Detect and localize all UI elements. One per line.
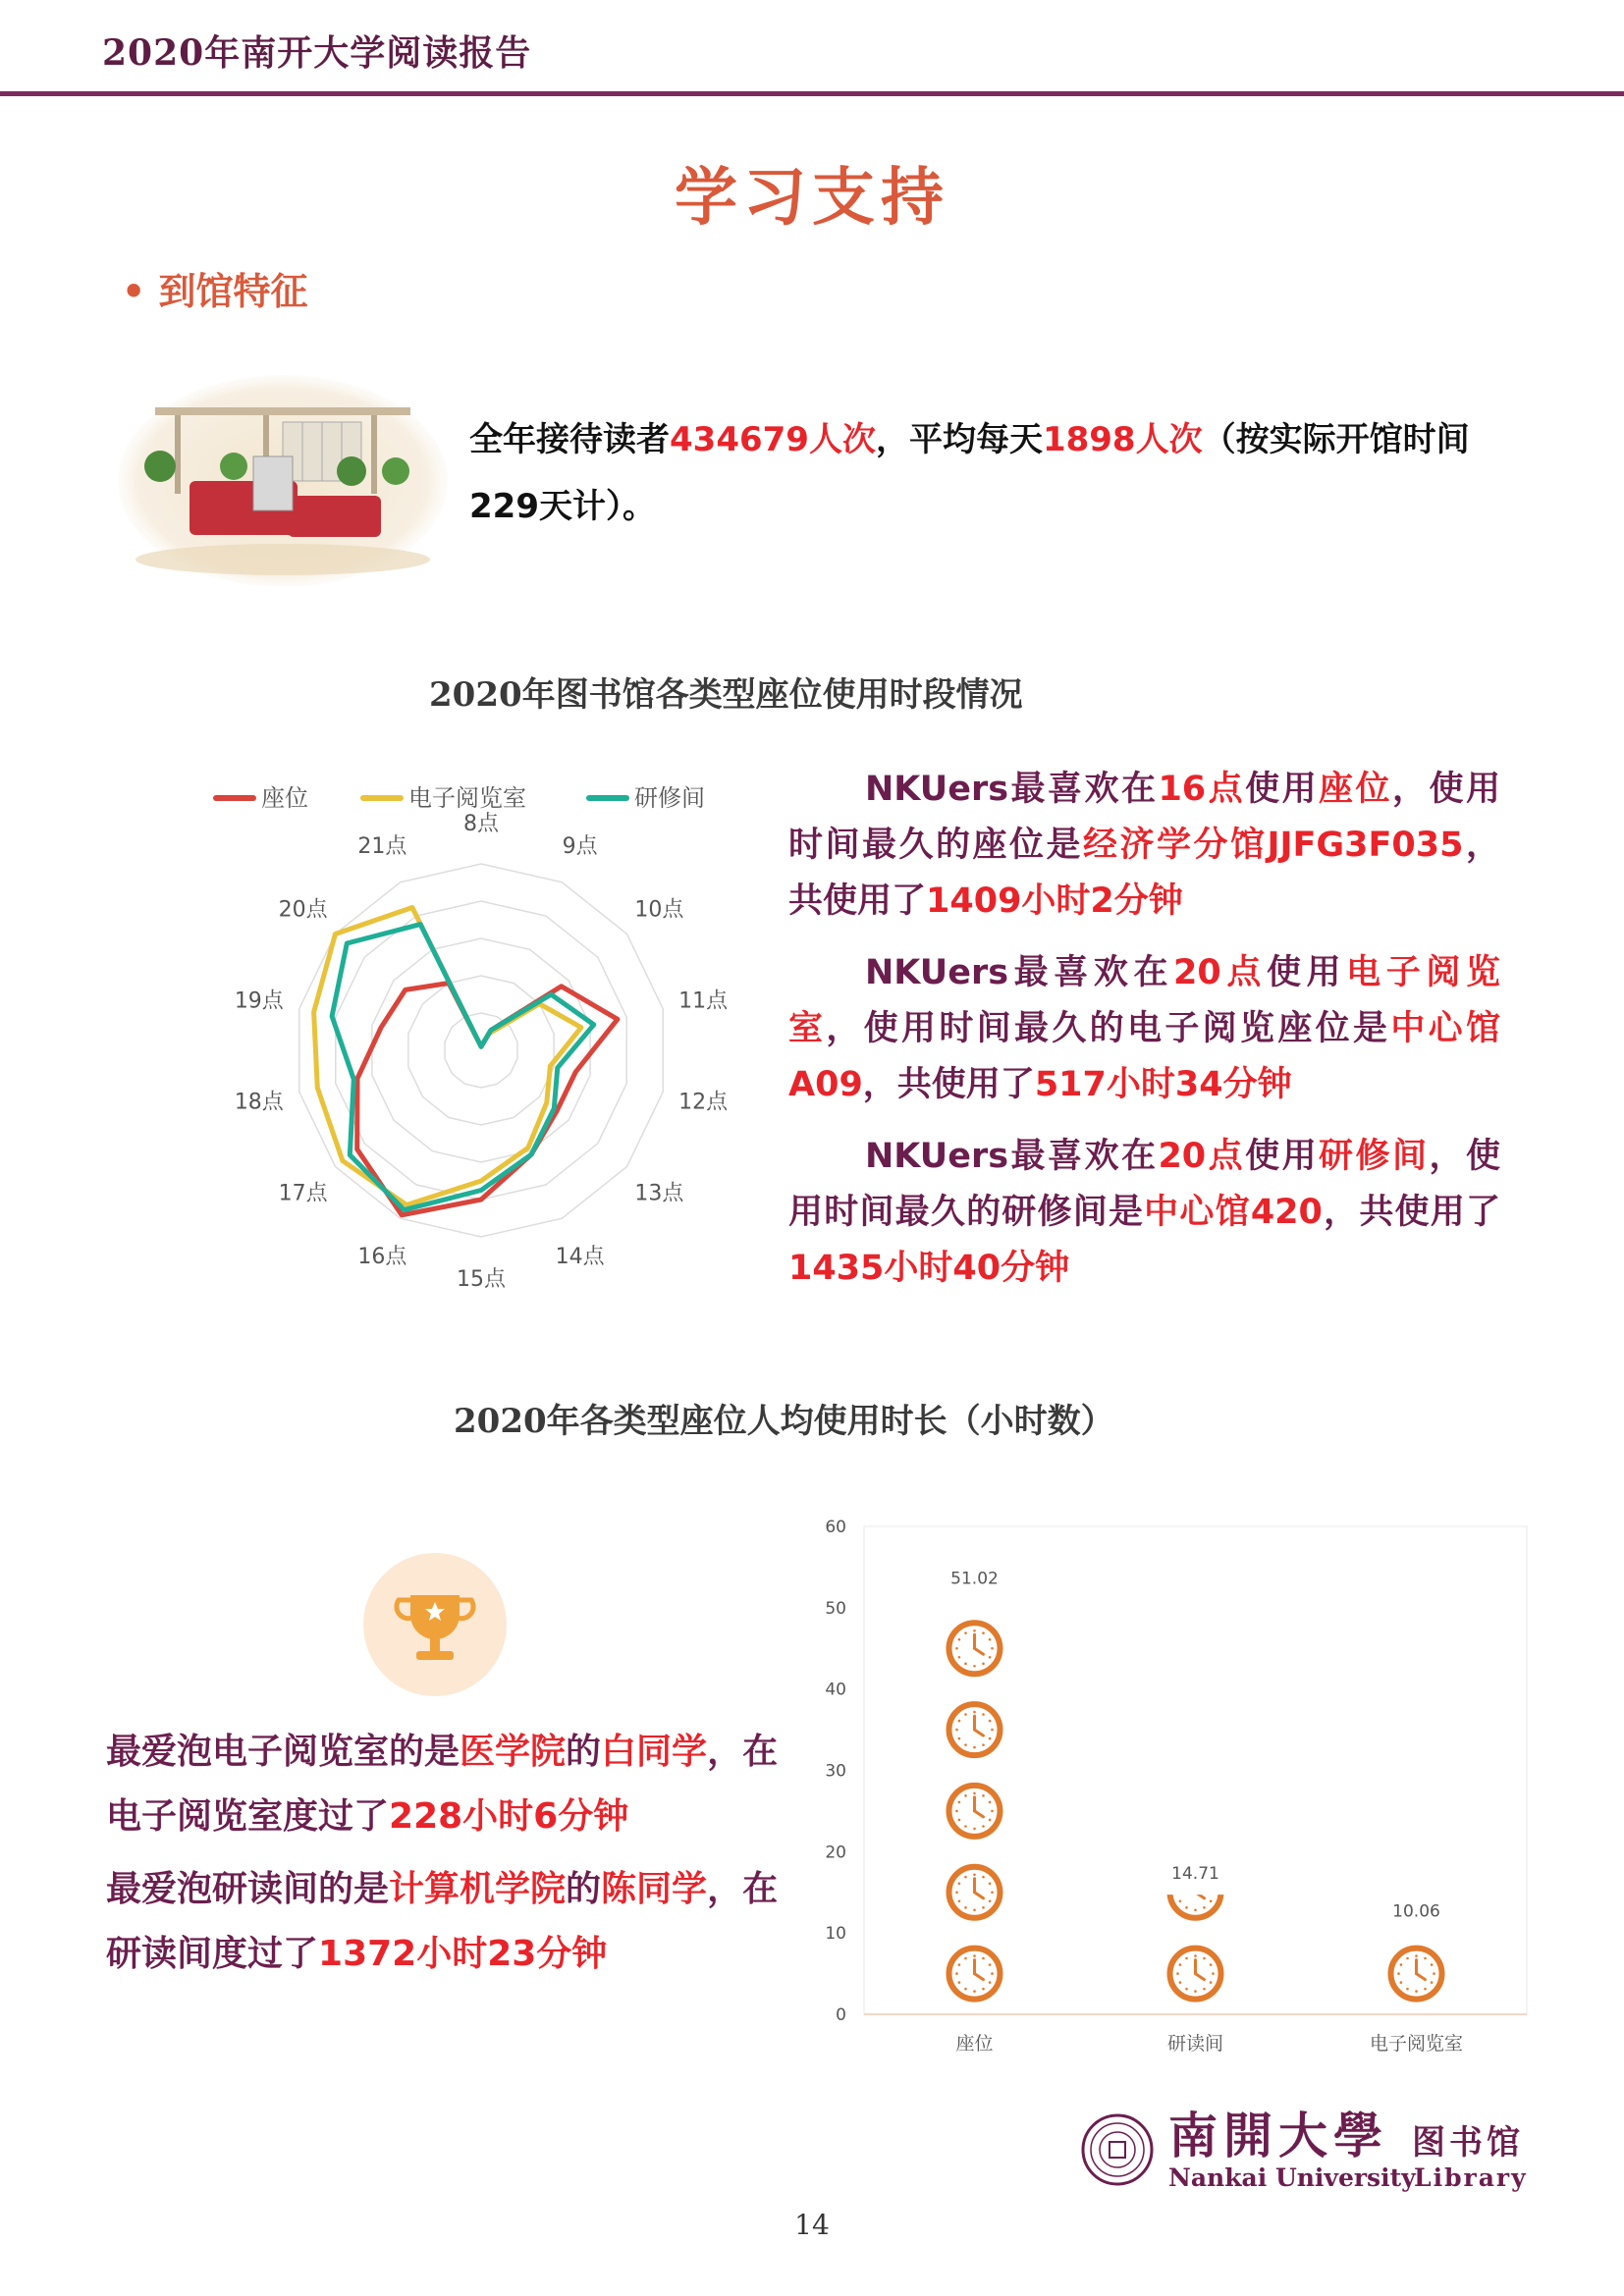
bar-value-label: 14.71: [1171, 1864, 1219, 1885]
university-name-en: Nankai University: [1168, 2163, 1416, 2192]
radar-axis-label: 11点: [678, 988, 729, 1014]
radar-grid-ring: [408, 976, 554, 1125]
radar-axis-label: 9点: [562, 833, 598, 859]
x-category-label: 座位: [955, 2033, 994, 2055]
radar-axis-label: 10点: [634, 897, 684, 923]
radar-grid-ring: [372, 938, 590, 1162]
legend-label: 座位: [261, 784, 308, 812]
radar-axis-label: 15点: [457, 1267, 506, 1292]
radar-axis-label: 21点: [357, 833, 407, 859]
note-study-room: NKUers最喜欢在20点使用研修间，使用时间最久的研修间是中心馆420，共使用了1435小时40分钟: [788, 1137, 1500, 1288]
intro-text-2: ，平均每天: [875, 420, 1043, 459]
radar-notes: [788, 762, 1500, 1312]
bar-value-label: 10.06: [1392, 1901, 1440, 1922]
section-heading: • 到馆特征: [122, 269, 308, 313]
y-tick-label: 60: [825, 1518, 846, 1537]
total-visitors: 434679人次: [670, 420, 876, 459]
trophy-notes: [106, 1720, 793, 1987]
radar-axis-label: 13点: [634, 1181, 684, 1206]
plot-frame: [864, 1526, 1527, 2014]
x-category-label: 电子阅览室: [1369, 2033, 1464, 2055]
header-divider: [0, 91, 1624, 96]
radar-axis-label: 19点: [234, 988, 284, 1014]
library-name-cn: 图书馆: [1412, 2123, 1524, 2163]
report-header-title: 2020年南开大学阅读报告: [102, 32, 532, 74]
page-number: 14: [794, 2209, 830, 2241]
legend-label: 研修间: [634, 784, 705, 812]
y-tick-label: 30: [825, 1761, 846, 1782]
radar-axis-label: 14点: [555, 1245, 605, 1270]
y-tick-label: 40: [825, 1680, 846, 1700]
radar-axis-label: 18点: [234, 1090, 284, 1115]
radar-axis-label: 17点: [278, 1181, 328, 1206]
library-illustration: [116, 373, 450, 589]
radar-chart-title: 2020年图书馆各类型座位使用时段情况: [429, 675, 1023, 715]
top-e-reading-student: 最爱泡电子阅览室的是医学院的白同学，在电子阅览室度过了228小时6分钟: [106, 1732, 779, 1837]
y-tick-label: 0: [836, 2005, 846, 2025]
x-category-label: 研读间: [1166, 2033, 1224, 2055]
trophy-icon: [361, 1551, 509, 1698]
bar-chart-title: 2020年各类型座位人均使用时长（小时数）: [454, 1402, 1114, 1441]
radar-axis-label: 16点: [357, 1245, 407, 1270]
radar-axis-label: 20点: [278, 897, 328, 923]
bar-clock-stack: [1391, 1867, 1442, 2000]
visitor-statistics: [469, 406, 1530, 540]
bar-clock-stack: [1170, 1867, 1221, 2000]
note-e-reading: NKUers最喜欢在20点使用电子阅览室，使用时间最久的电子阅览座位是中心馆A09，共使用了517小时34分钟: [788, 953, 1500, 1104]
y-tick-label: 20: [825, 1842, 846, 1863]
bar-clock-stack: [949, 1541, 1001, 1999]
legend-label: 电子阅览室: [408, 784, 526, 812]
page-title: 学习支持: [675, 161, 949, 235]
top-study-room-student: 最爱泡研读间的是计算机学院的陈同学，在研读间度过了1372小时23分钟: [106, 1869, 779, 1974]
intro-text-1: 全年接待读者: [469, 420, 670, 459]
university-name-cn: 南開大學: [1168, 2107, 1388, 2164]
intro-text-3: （按实际开馆时间229天计）。: [469, 420, 1470, 526]
radar-axis-label: 12点: [678, 1090, 729, 1115]
daily-visitors: 1898人次: [1042, 420, 1203, 459]
radar-axis-label: 8点: [463, 812, 499, 836]
bar-chart: [805, 1507, 1542, 2056]
university-seal-logo: [1080, 2112, 1155, 2187]
note-seat: NKUers最喜欢在16点使用座位，使用时间最久的座位是经济学分馆JJFG3F035，共使用了1409小时2分钟: [788, 770, 1500, 921]
radar-grid-ring: [336, 901, 626, 1200]
y-tick-label: 10: [825, 1924, 846, 1945]
library-name-en: Library: [1414, 2163, 1528, 2192]
radar-chart: [177, 766, 766, 1315]
y-tick-label: 50: [825, 1598, 846, 1619]
bar-value-label: 51.02: [950, 1569, 999, 1589]
